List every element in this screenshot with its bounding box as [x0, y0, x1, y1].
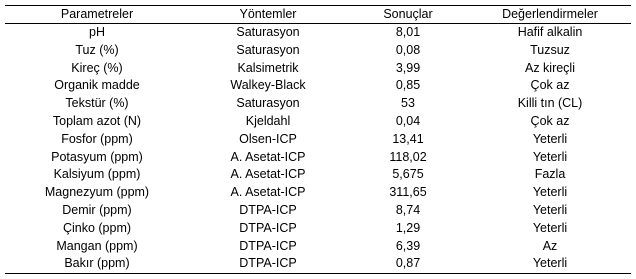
table-row — [5, 255, 631, 273]
result-cell: 311,65 — [389, 185, 427, 200]
evaluation-cell: Yeterli — [532, 149, 568, 164]
parameter-cell: Tekstür (%) — [65, 96, 129, 111]
parameter-cell: Kireç (%) — [71, 60, 123, 75]
method-cell: A. Asetat-ICP — [230, 185, 306, 200]
result-cell: 13,41 — [392, 131, 424, 146]
method-cell: DTPA-ICP — [239, 220, 297, 235]
table-body — [5, 24, 631, 273]
evaluation-cell: Yeterli — [532, 185, 568, 200]
result-cell: 0,08 — [395, 42, 421, 57]
table-row — [5, 131, 631, 149]
parameter-cell: Potasyum (ppm) — [51, 149, 143, 164]
table-row — [5, 24, 631, 42]
evaluation-cell: Killi tın (CL) — [517, 96, 583, 111]
parameter-cell: Mangan (ppm) — [56, 238, 138, 253]
parameter-cell: Tuz (%) — [75, 42, 119, 57]
parameter-cell: pH — [89, 25, 105, 39]
soil-analysis-table — [5, 5, 631, 274]
column-header-evaluations: Değerlendirmeler — [502, 6, 598, 21]
parameter-cell: Bakır (ppm) — [64, 256, 130, 271]
result-cell: 8,74 — [395, 202, 421, 217]
method-cell: Saturasyon — [236, 96, 300, 111]
parameter-cell: Kalsiyum (ppm) — [53, 167, 141, 182]
evaluation-cell: Az — [542, 238, 558, 253]
parameter-cell: Organik madde — [54, 78, 140, 93]
table-row — [5, 220, 631, 238]
evaluation-cell: Yeterli — [532, 202, 568, 217]
table-row — [5, 184, 631, 202]
parameter-cell: Fosfor (ppm) — [61, 131, 133, 146]
table-row — [5, 60, 631, 78]
result-cell: 1,29 — [395, 220, 421, 235]
method-cell: Kalsimetrik — [237, 60, 299, 75]
evaluation-cell: Az kireçli — [524, 60, 575, 75]
table-header-row — [5, 6, 631, 24]
method-cell: Kjeldahl — [245, 113, 291, 128]
parameter-cell: Magnezyum (ppm) — [44, 185, 150, 200]
table-row — [5, 113, 631, 131]
method-cell: A. Asetat-ICP — [230, 167, 306, 182]
column-header-methods: Yöntemler — [239, 6, 297, 21]
method-cell: Olsen-ICP — [239, 131, 297, 146]
result-cell: 53 — [401, 96, 415, 111]
evaluation-cell: Yeterli — [532, 131, 568, 146]
evaluation-cell: Fazla — [534, 167, 566, 182]
column-header-results: Sonuçlar — [383, 6, 433, 21]
column-header-parameters: Parametreler — [60, 6, 134, 21]
parameter-cell: Demir (ppm) — [62, 202, 132, 217]
evaluation-cell: Yeterli — [532, 220, 568, 235]
table-row — [5, 95, 631, 113]
result-cell: 0,85 — [395, 78, 421, 93]
method-cell: DTPA-ICP — [239, 256, 297, 271]
result-cell: 0,87 — [395, 256, 421, 271]
result-cell: 118,02 — [389, 149, 427, 164]
table-row — [5, 166, 631, 184]
method-cell: A. Asetat-ICP — [230, 149, 306, 164]
evaluation-cell: Çok az — [530, 113, 570, 128]
method-cell: DTPA-ICP — [239, 202, 297, 217]
method-cell: DTPA-ICP — [239, 238, 297, 253]
result-cell: 8,01 — [395, 25, 421, 39]
parameter-cell: Toplam azot (N) — [52, 113, 142, 128]
method-cell: Saturasyon — [236, 25, 300, 39]
method-cell: Walkey-Black — [230, 78, 306, 93]
table-row — [5, 77, 631, 95]
parameter-cell: Çinko (ppm) — [62, 220, 132, 235]
table-row — [5, 42, 631, 60]
table-row — [5, 202, 631, 220]
table-row — [5, 238, 631, 256]
method-cell: Saturasyon — [236, 42, 300, 57]
evaluation-cell: Tuzsuz — [530, 42, 570, 57]
evaluation-cell: Çok az — [530, 78, 570, 93]
result-cell: 5,675 — [392, 167, 424, 182]
evaluation-cell: Hafif alkalin — [517, 25, 583, 39]
evaluation-cell: Yeterli — [532, 256, 568, 271]
table-row — [5, 149, 631, 167]
result-cell: 0,04 — [395, 113, 421, 128]
result-cell: 6,39 — [395, 238, 421, 253]
result-cell: 3,99 — [395, 60, 421, 75]
